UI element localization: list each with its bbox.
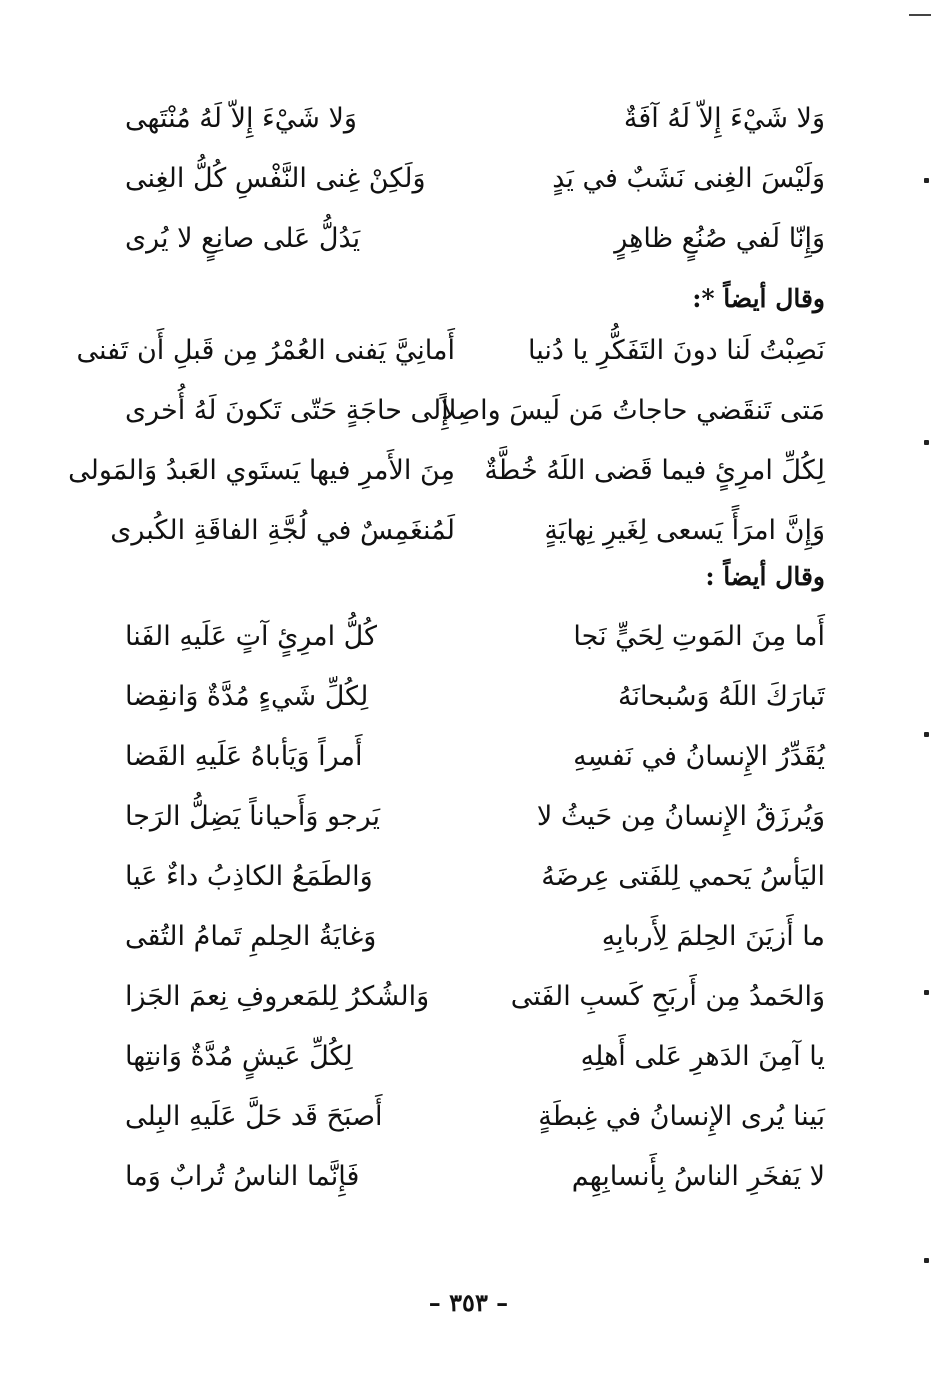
verse-line xyxy=(125,966,825,1026)
first-hemistich: وَإِنَّ امرَأً يَسعى لِغَيرِ نِهايَةٍ xyxy=(544,514,825,546)
first-hemistich: وَيُرزَقُ الإِنسانُ مِن حَيثُ لا xyxy=(536,800,825,832)
first-hemistich: بَينا يُرى الإِنسانُ في غِبطَةٍ xyxy=(538,1100,825,1132)
first-hemistich: نَصِبْتُ لَنا دونَ التَفَكُّرِ يا دُنيا xyxy=(528,334,825,366)
second-hemistich: لِكُلِّ شَيءٍ مُدَّةٌ وَانقِضا xyxy=(125,680,369,712)
section-heading: وقال أيضاً *: xyxy=(692,284,825,313)
margin-dot xyxy=(924,1258,929,1263)
first-hemistich: تَبارَكَ اللَهُ وَسُبحانَهُ xyxy=(618,680,825,712)
first-hemistich: وَلَيْسَ الغِنى نَشَبٌ في يَدٍ xyxy=(552,162,825,194)
page-number: – ٣٥٣ – xyxy=(428,1288,509,1317)
second-hemistich: لِكُلِّ عَيشٍ مُدَّةٌ وَانتِها xyxy=(125,1040,353,1072)
first-hemistich: وَلا شَيْءَ إِلاّ لَهُ آفَةٌ xyxy=(623,102,825,134)
second-hemistich: كُلُّ امرِئٍ آتٍ عَلَيهِ الفَنا xyxy=(125,620,377,652)
verse-line xyxy=(125,786,825,846)
verse-line xyxy=(125,208,825,268)
second-hemistich: أَمراً وَيَأباهُ عَلَيهِ القَضا xyxy=(125,740,363,772)
verse-line xyxy=(110,500,825,560)
second-hemistich: فَإِنَّما الناسُ تُرابٌ وَما xyxy=(125,1160,360,1192)
first-hemistich: أَما مِنَ المَوتِ لِحَيٍّ نَجا xyxy=(573,620,825,652)
first-hemistich: مَتى تَنقَضي حاجاتُ مَن لَيسَ واصِلاً xyxy=(441,394,825,426)
verse-line xyxy=(68,440,825,500)
first-hemistich: يُقَدِّرُ الإِنسانُ في نَفسِهِ xyxy=(573,740,825,772)
verse-line xyxy=(76,320,825,380)
verse-line xyxy=(125,726,825,786)
margin-dot xyxy=(924,732,929,737)
second-hemistich: وَالشُكرُ لِلمَعروفِ نِعمَ الجَزا xyxy=(125,980,430,1012)
first-hemistich: لِكُلِّ امرِئٍ فيما قَضى اللَهُ خُطَّةٌ xyxy=(484,454,825,486)
second-hemistich: يَدُلُّ عَلى صانِعٍ لا يُرى xyxy=(125,222,361,254)
margin-dot xyxy=(924,178,929,183)
verse-line xyxy=(125,88,825,148)
second-hemistich: أَصبَحَ قَد حَلَّ عَلَيهِ البِلى xyxy=(125,1100,383,1132)
verse-line xyxy=(125,606,825,666)
verse-line xyxy=(125,1146,825,1206)
verse-line xyxy=(125,1026,825,1086)
section-heading: وقال أيضاً : xyxy=(705,562,825,591)
second-hemistich: وَلا شَيْءَ إِلاّ لَهُ مُنْتَهى xyxy=(125,102,357,134)
first-hemistich: وَالحَمدُ مِن أَربَحِ كَسبِ الفَتى xyxy=(510,980,825,1012)
verse-line xyxy=(125,148,825,208)
scan-edge-mark xyxy=(909,14,931,16)
second-hemistich: وَغايَةُ الحِلمِ تَمامُ التُقى xyxy=(125,920,377,952)
poem-stanza-2 xyxy=(68,320,825,560)
first-hemistich: اليَأسُ يَحمي لِلفَتى عِرضَهُ xyxy=(541,860,825,892)
margin-dot xyxy=(924,990,929,995)
second-hemistich: أَمانِيَّ يَفنى العُمْرُ مِن قَبلِ أَن تَفنى xyxy=(76,334,455,366)
second-hemistich: يَرجو وَأَحياناً يَضِلُّ الرَجا xyxy=(125,800,381,832)
first-hemistich: يا آمِنَ الدَهرِ عَلى أَهلِهِ xyxy=(580,1040,825,1072)
verse-line xyxy=(125,1086,825,1146)
poem-stanza-1 xyxy=(125,88,825,268)
verse-line xyxy=(125,906,825,966)
first-hemistich: ما أَزيَنَ الحِلمَ لِأَربابِهِ xyxy=(601,920,825,952)
second-hemistich: وَالطَمَعُ الكاذِبُ داءٌ عَيا xyxy=(125,860,373,892)
verse-line xyxy=(125,846,825,906)
second-hemistich: لَمُنغَمِسٌ في لُجَّةِ الفاقَةِ الكُبرى xyxy=(110,514,455,546)
margin-dot xyxy=(924,440,929,445)
second-hemistich: وَلَكِنْ غِنى النَّفْسِ كُلُّ الغِنى xyxy=(125,162,426,194)
second-hemistich: إِلى حاجَةٍ حَتّى تَكونَ لَهُ أُخرى xyxy=(125,394,449,426)
verse-line xyxy=(125,666,825,726)
first-hemistich: وَإِنّا لَفي صُنُعٍ ظاهِرٍ xyxy=(614,222,825,254)
poem-stanza-3 xyxy=(125,606,825,1206)
verse-line xyxy=(125,380,825,440)
first-hemistich: لا يَفخَرِ الناسُ بِأَنسابِهِم xyxy=(571,1160,825,1192)
second-hemistich: مِنَ الأَمرِ فيها يَستَوي العَبدُ وَالمَولى xyxy=(68,454,455,486)
